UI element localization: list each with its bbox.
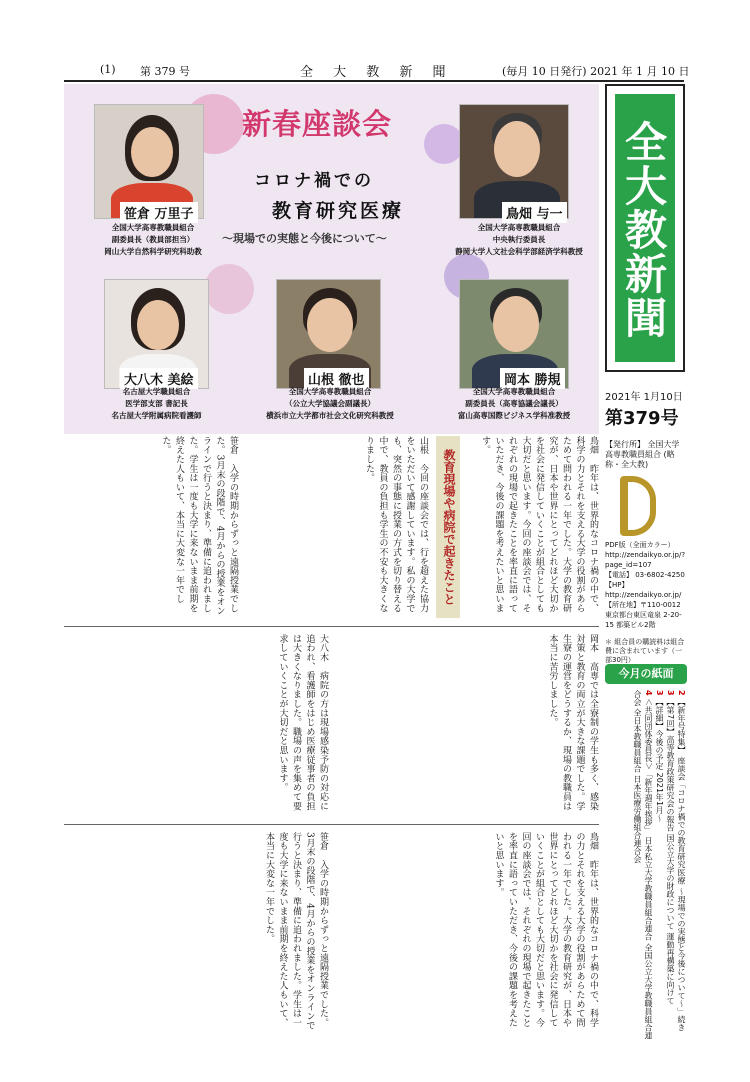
- address: 【所在地】〒110-0012 東京都台東区竜泉 2-20-15 都築ビル2階: [605, 601, 682, 629]
- caption-torihata: 全国大学高専教職員組合 中央執行委員長 静岡大学人文社会科学部経済学科教授: [455, 223, 583, 256]
- article-column: 笹倉 入学の時期からずっと遠隔授業でした。3月末の段階で、4月からの授業をオンラインで行うと決まり、準備に追われました。学生は一度も大学に来ないまま前期を終えた人もいて、本当に大変な一年でした。: [264, 832, 328, 1031]
- article-column: 山根 今回の座談会では、行を超えた協力をいただいて感謝しています。私の大学でも、突然の事態に授業の方式を切り替える中で、教員の負担も学生の不安も大きくなりました。: [364, 436, 428, 613]
- page-header: [0, 60, 750, 82]
- header-rule: [64, 80, 684, 82]
- contents-item[interactable]: 4 ＜共同団体委員長＞「新年週年挨拶」 日本私立大学教職員組合連合 全国公立大学教職員組合連合会 全日本教職員組合 日本医療労働組合連合会: [633, 690, 653, 1040]
- hero-subtitle-1: コロナ禍での: [254, 171, 374, 191]
- flower-decoration: [424, 124, 464, 164]
- page-number: (1): [100, 63, 116, 76]
- name-okamoto: 岡本 勝規: [500, 368, 565, 389]
- name-yamane: 山根 徹也: [304, 368, 369, 389]
- contents-heading: 今月の紙面: [605, 664, 687, 684]
- caption-okamoto: 全国大学高専教職員組合 副委員長（高専協議会議長） 富山高専国際ビジネス学科准教授: [457, 387, 571, 420]
- contents-item[interactable]: 3 【詳細】今後の予定 2021年1月〜: [655, 690, 664, 823]
- masthead-logo: [605, 84, 685, 372]
- phone: 【電話】 03-6802-4250: [605, 571, 685, 579]
- article-column: 大八木 病院の方は現場感染予防の対応に追われ、看護師をはじめ医療従事者の負担は大きくなりました。職場の声を集めて要求していくことが大切だと思います。: [277, 634, 328, 811]
- publisher: 【発行所】 全国大学高専教職員組合 (略称・全大教): [605, 440, 680, 469]
- union-logo-icon: [620, 476, 656, 536]
- article-column: 鳥畑 昨年は、世界的なコロナ禍の中で、科学の力とそれを支える大学の役割があらためて問われる一年でした。大学の教育研究が、日本や世界にとってどれほど大切かを社会に発信していくことが組合としても大切だと思います。今回の座談会では、それぞれの現場で起きたことを率直に語っていただき、今後の課題を考えたいと思います。: [493, 832, 598, 1028]
- contents-list: [605, 690, 687, 1040]
- name-sasakura: 笹倉 万里子: [120, 202, 198, 223]
- subscription-note: ＊ 組合員の購読料は組合費に含まれています（一部30円）: [605, 638, 685, 664]
- masthead-issue: 第379号: [605, 408, 679, 429]
- contents-item[interactable]: 3 【第7回】高等教育政策研究会の報告 国公立大学の財政について 運動再構築に向けて: [666, 690, 675, 1005]
- hero-subtitle-2: 教育研究医療: [272, 200, 405, 222]
- pdf-link[interactable]: PDF版（全面カラー） http://zendaikyo.or.jp/?page_id=107: [605, 541, 686, 569]
- article-column: 鳥畑 昨年は、世界的なコロナ禍の中で、科学の力とそれを支える大学の役割があらためて問われる一年でした。大学の教育研究が、日本や世界にとってどれほど大切かを社会に発信していくことが組合としても大切だと思います。今回の座談会では、それぞれの現場で起きたことを率直に語っていただき、今後の課題を考えたいと思います。: [480, 436, 598, 613]
- masthead-date: 2021年 1月10日: [605, 392, 683, 403]
- hero-banner: [64, 84, 599, 434]
- caption-sasakura: 全国大学高専教職員組合 副委員長（教員部担当） 岡山大学自然科学研究科助教: [104, 223, 202, 256]
- article-column: 笹倉 入学の時期からずっと遠隔授業でした。3月末の段階で、4月からの授業をオンラインで行うと決まり、準備に追われました。学生は一度も大学に来ないまま前期を終えた人もいて、本当に大変な一年でした。: [160, 436, 238, 616]
- article-column: 岡本 高専では全寮制の学生も多く、感染対策と教育の両立が大きな課題でした。学生寮の運営をどうするか、現場の教職員は本当に苦労しました。: [547, 634, 598, 811]
- name-torihata: 鳥畑 与一: [502, 202, 567, 223]
- hero-subtitle-3: ～現場での実態と今後について～: [222, 232, 387, 245]
- section-heading: 教育現場や病院で起きたこと: [436, 436, 460, 618]
- caption-yamane: 全国大学高専教職員組合 （公立大学協議会副議長） 横浜市立大学都市社会文化研究科教授: [266, 387, 394, 420]
- homepage-link[interactable]: 【HP】 http://zendaikyo.or.jp/: [605, 581, 682, 599]
- column-divider: [64, 626, 599, 627]
- column-divider: [64, 824, 599, 825]
- article-body: [64, 436, 599, 1036]
- paper-name: 全 大 教 新 聞: [300, 65, 454, 80]
- contents-item[interactable]: 2 【新年号特集】 座談会「コロナ禍での教育研究医療 ～現場での実態と今後について～」続き: [677, 690, 686, 1032]
- name-ooyagi: 大八木 美絵: [120, 368, 198, 389]
- masthead-title: 全大教新聞: [615, 94, 675, 362]
- flower-decoration: [204, 264, 254, 314]
- publisher-info: [605, 540, 687, 630]
- publish-date: (毎月 10 日発行) 2021 年 1 月 10 日: [502, 65, 690, 78]
- hero-title: 新春座談会: [242, 107, 393, 141]
- caption-ooyagi: 名古屋大学職員組合 医学部支部 書記長 名古屋大学附属病院看護師: [111, 387, 202, 420]
- issue-number: 第 379 号: [140, 65, 190, 78]
